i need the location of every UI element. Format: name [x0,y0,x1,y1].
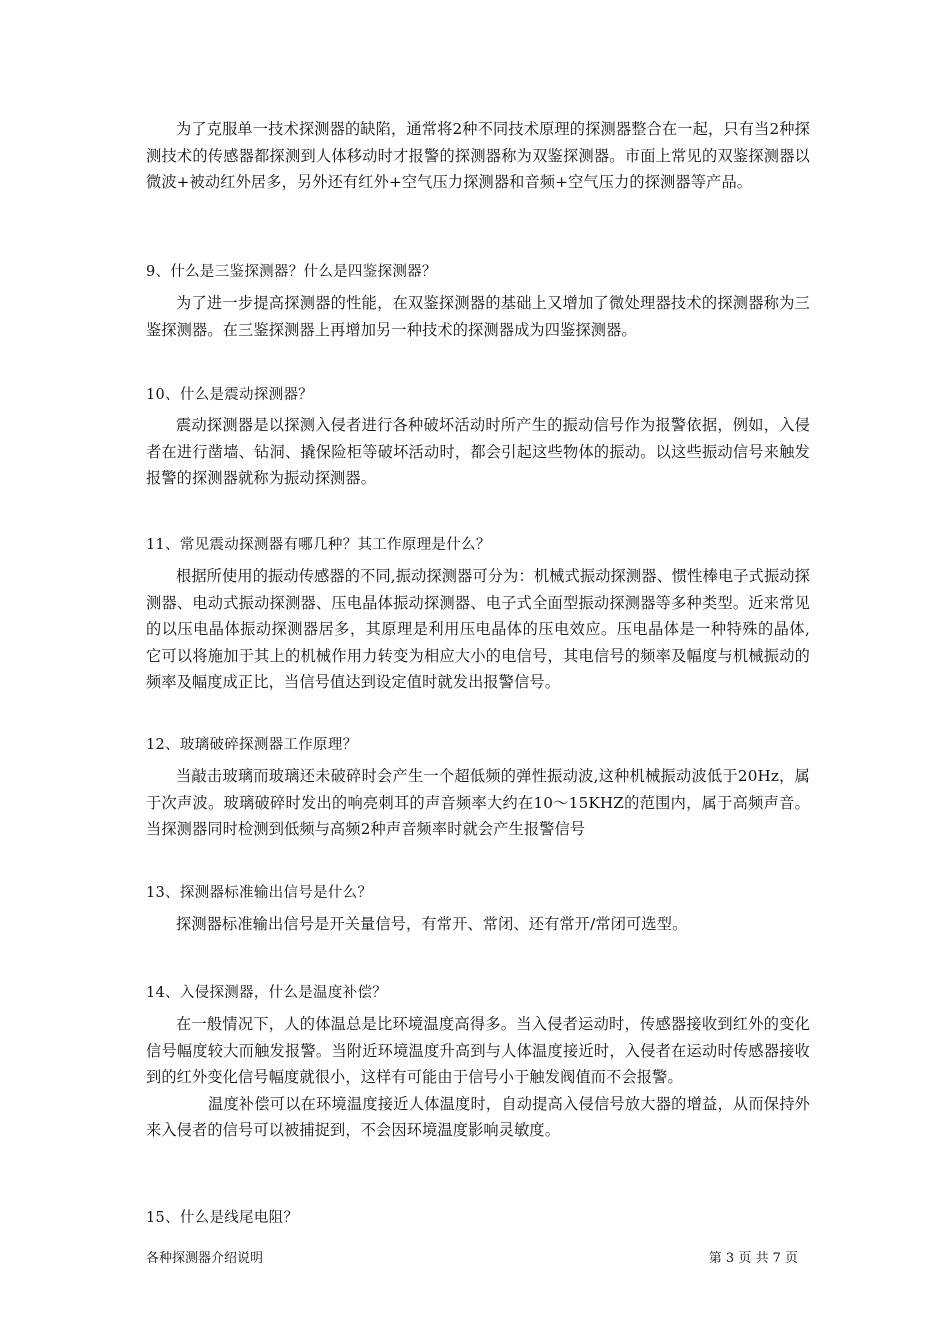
footer-page-number: 第 3 页 共 7 页 [708,1251,798,1266]
answer-9 [146,290,810,343]
question-12-heading: 12、玻璃破碎探测器工作原理？ [146,737,358,753]
answer-9-paragraph: 为了进一步提高探测器的性能，在双鉴探测器的基础上又增加了微处理器技术的探测器称为三鉴探测器。在三鉴探测器上再增加另一种技术的探测器成为四鉴探测器。 [146,294,810,339]
answer-14-paragraph-2: 温度补偿可以在环境温度接近人体温度时，自动提高入侵信号放大器的增益，从而保持外来入侵者的信号可以被捕捉到，不会因环境温度影响灵敏度。 [146,1094,810,1139]
answer-13 [146,911,810,938]
answer-13-paragraph: 探测器标准输出信号是开关量信号，有常开、常闭、还有常开/常闭可选型。 [176,915,688,933]
answer-11-paragraph: 根据所使用的振动传感器的不同,振动探测器可分为：机械式振动探测器、惯性棒电子式振动探测器、电动式振动探测器、压电晶体振动探测器、电子式全面型振动探测器等多种类型。近来常见的以压电晶体振动探测器居多，其原理是利用压电晶体的压电效应。压电晶体是一种特殊的晶体,它可以将施加于其上的机械作用力转变为相应大小的电信号，其电信号的频率及幅度与机械振动的频率及幅度成正比，当信号值达到设定值时就发出报警信号。 [146,567,810,691]
answer-10 [146,412,810,492]
question-11-heading: 11、常见震动探测器有哪几种？其工作原理是什么？ [146,537,491,553]
question-10-heading: 10、什么是震动探测器？ [146,387,314,403]
intro-section [146,116,810,196]
answer-12 [146,763,810,843]
question-14-heading: 14、入侵探测器，什么是温度补偿？ [146,985,388,1001]
question-9-heading: 9、什么是三鉴探测器？什么是四鉴探测器？ [146,264,437,280]
question-15-heading: 15、什么是线尾电阻？ [146,1210,299,1226]
answer-14-paragraph-1: 在一般情况下，人的体温总是比环境温度高得多。当入侵者运动时，传感器接收到红外的变化信号幅度较大而触发报警。当附近环境温度升高到与人体温度接近时，入侵者在运动时传感器接收到的红外变化信号幅度就很小，这样有可能由于信号小于触发阀值而不会报警。 [146,1015,810,1086]
answer-12-paragraph: 当敲击玻璃而玻璃还未破碎时会产生一个超低频的弹性振动波,这种机械振动波低于20Hz，属于次声波。玻璃破碎时发出的响亮刺耳的声音频率大约在10～15KHZ的范围内，属于高频声音。当探测器同时检测到低频与高频2种声音频率时就会产生报警信号 [146,767,810,838]
answer-11 [146,563,810,696]
intro-paragraph: 为了克服单一技术探测器的缺陷，通常将2种不同技术原理的探测器整合在一起，只有当2种探测技术的传感器都探测到人体移动时才报警的探测器称为双鉴探测器。市面上常见的双鉴探测器以微波+被动红外居多，另外还有红外+空气压力探测器和音频+空气压力的探测器等产品。 [146,120,810,191]
answer-14 [146,1011,810,1144]
footer-doc-title: 各种探测器介绍说明 [146,1251,264,1266]
answer-10-paragraph: 震动探测器是以探测入侵者进行各种破坏活动时所产生的振动信号作为报警依据，例如，入侵者在进行凿墙、钻洞、撬保险柜等破坏活动时，都会引起这些物体的振动。以这些振动信号来触发报警的探测器就称为振动探测器。 [146,416,810,487]
question-13-heading: 13、探测器标准输出信号是什么？ [146,885,373,901]
